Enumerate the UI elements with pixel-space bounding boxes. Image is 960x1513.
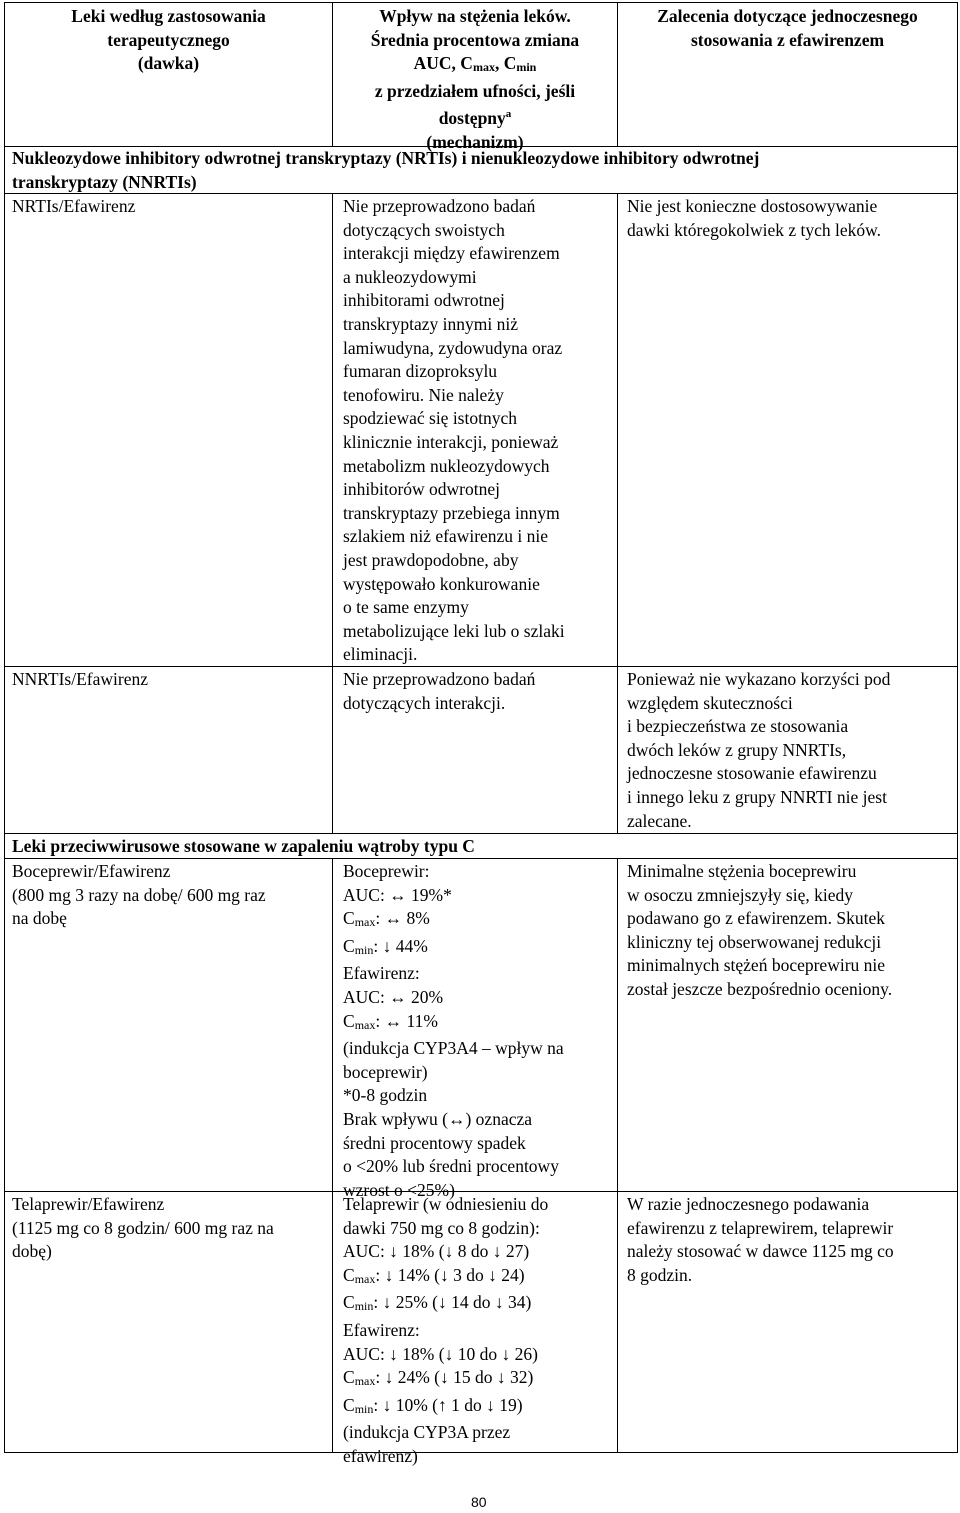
cell-line: występowało konkurowanie bbox=[343, 573, 540, 594]
effect-nnrtis bbox=[343, 668, 535, 715]
cell-line: Cmin: ↓ 44% bbox=[343, 935, 428, 957]
cell-line: Nie przeprowadzono badań bbox=[343, 669, 536, 689]
col-divider-1 bbox=[332, 858, 333, 1453]
col-divider-2 bbox=[617, 193, 618, 834]
header-recommendations: Zalecenia dotyczące jednoczesnego stosowania z efawirenzem bbox=[657, 6, 918, 50]
cell-line: Efawirenz: bbox=[343, 963, 420, 984]
cell-line: dotyczących interakcji. bbox=[343, 692, 506, 713]
cell-line: fumaran dizoproksylu bbox=[343, 361, 498, 382]
effect-telaprevir bbox=[343, 1193, 548, 1469]
cell-line: jednoczesne stosowanie efawirenzu bbox=[627, 763, 877, 784]
cell-line: i bezpieczeństwa ze stosowania bbox=[627, 716, 849, 737]
cell-line: Cmax: ↔ 11% bbox=[343, 1010, 438, 1032]
cell-line: (800 mg 3 razy na dobę/ 600 mg raz bbox=[12, 884, 266, 905]
header-therapeutic-class: Leki według zastosowania terapeutycznego (dawka) bbox=[71, 6, 266, 74]
cell-line: wzrost o <25%) bbox=[343, 1179, 455, 1200]
table-right-border bbox=[957, 2, 958, 1453]
cell-line: klinicznie interakcji, ponieważ bbox=[343, 431, 559, 452]
cell-line: w osoczu zmniejszyły się, kiedy bbox=[627, 884, 853, 905]
recommendation-nnrtis bbox=[627, 668, 890, 833]
cell-line: został jeszcze bezpośrednio oceniony. bbox=[627, 978, 893, 999]
cell-line: szlakiem niż efawirenzu i nie bbox=[343, 526, 549, 547]
cell-line: o <20% lub średni procentowy bbox=[343, 1156, 559, 1177]
cell-line: Minimalne stężenia boceprewiru bbox=[627, 861, 857, 881]
cell-line: dawki któregokolwiek z tych leków. bbox=[627, 219, 882, 240]
cell-line: AUC: ↓ 18% (↓ 8 do ↓ 27) bbox=[343, 1241, 530, 1262]
cell-line: Brak wpływu (↔) oznacza bbox=[343, 1108, 533, 1129]
cell-line: Cmax: ↓ 24% (↓ 15 do ↓ 32) bbox=[343, 1367, 534, 1389]
cell-line: metabolizm nukleozydowych bbox=[343, 455, 550, 476]
effect-nrtis bbox=[343, 195, 565, 667]
cell-line: Cmin: ↓ 25% (↓ 14 do ↓ 34) bbox=[343, 1292, 532, 1314]
cell-line: minimalnych stężeń boceprewiru nie bbox=[627, 955, 886, 976]
cell-line: boceprewir) bbox=[343, 1061, 428, 1082]
cell-line: tenofowiru. Nie należy bbox=[343, 384, 504, 405]
recommendation-boceprevir bbox=[627, 860, 892, 1002]
cell-line: Boceprewir/Efawirenz bbox=[12, 861, 171, 881]
cell-line: inhibitorami odwrotnej bbox=[343, 290, 505, 311]
cell-line: efawirenzu z telaprewirem, telaprewir bbox=[627, 1217, 894, 1238]
drug-nnrtis: NNRTIs/Efawirenz bbox=[12, 669, 148, 689]
recommendation-telaprevir bbox=[627, 1193, 894, 1287]
cell-line: i innego leku z grupy NNRTI nie jest bbox=[627, 786, 887, 807]
cell-line: transkryptazy innymi niż bbox=[343, 313, 518, 334]
page-number: 80 bbox=[471, 1494, 487, 1510]
cell-line: (indukcja CYP3A4 – wpływ na bbox=[343, 1038, 564, 1059]
cell-line: 8 godzin. bbox=[627, 1264, 693, 1285]
cell-line: podawano go z efawirenzem. Skutek bbox=[627, 908, 886, 929]
cell-line: na dobę bbox=[12, 908, 67, 929]
cell-line: Nie jest konieczne dostosowywanie bbox=[627, 196, 878, 216]
cell-line: kliniczny tej obserwowanej redukcji bbox=[627, 931, 882, 952]
cell-line: eliminacji. bbox=[343, 644, 418, 665]
cell-line: efawirenz) bbox=[343, 1445, 418, 1466]
drug-boceprevir bbox=[12, 860, 266, 931]
cell-line: a nukleozydowymi bbox=[343, 266, 477, 287]
cell-line: średni procentowy spadek bbox=[343, 1132, 526, 1153]
cell-line: Telaprewir (w odniesieniu do bbox=[343, 1194, 549, 1214]
cell-line: transkryptazy przebiega innym bbox=[343, 502, 560, 523]
table-left-border bbox=[4, 2, 5, 1453]
cell-line: Cmin: ↓ 10% (↑ 1 do ↓ 19) bbox=[343, 1394, 523, 1416]
cell-line: interakcji między efawirenzem bbox=[343, 243, 560, 264]
section-title-nrtis-nnrtis: Nukleozydowe inhibitory odwrotnej transkryptazy (NRTIs) i nienukleozydowe inhibitory odwrotnej transkryptazy (NNRTIs) bbox=[12, 148, 760, 192]
cell-line: AUC: ↔ 19%* bbox=[343, 884, 452, 905]
cell-line: AUC: ↔ 20% bbox=[343, 986, 444, 1007]
cell-line: inhibitorów odwrotnej bbox=[343, 479, 500, 500]
cell-line: względem skuteczności bbox=[627, 692, 793, 713]
cell-line: AUC: ↓ 18% (↓ 10 do ↓ 26) bbox=[343, 1343, 538, 1364]
cell-line: spodziewać się istotnych bbox=[343, 408, 517, 429]
cell-line: dwóch leków z grupy NNRTIs, bbox=[627, 739, 847, 760]
cell-line: Telaprewir/Efawirenz bbox=[12, 1194, 165, 1214]
col-divider-2 bbox=[617, 858, 618, 1453]
section-title-hcv-antivirals: Leki przeciwwirusowe stosowane w zapaleniu wątroby typu C bbox=[12, 836, 475, 856]
cell-line: jest prawdopodobne, aby bbox=[343, 549, 519, 570]
table-top-border bbox=[4, 2, 958, 3]
drug-telaprevir bbox=[12, 1193, 274, 1264]
cell-line: (indukcja CYP3A przez bbox=[343, 1422, 511, 1443]
cell-line: W razie jednoczesnego podawania bbox=[627, 1194, 870, 1214]
cell-line: Ponieważ nie wykazano korzyści pod bbox=[627, 669, 891, 689]
recommendation-nrtis bbox=[627, 195, 881, 242]
effect-boceprevir bbox=[343, 860, 564, 1202]
cell-line: Cmax: ↓ 14% (↓ 3 do ↓ 24) bbox=[343, 1264, 525, 1286]
cell-line: (1125 mg co 8 godzin/ 600 mg raz na bbox=[12, 1217, 274, 1238]
cell-line: Boceprewir: bbox=[343, 861, 430, 881]
cell-line: Efawirenz: bbox=[343, 1319, 420, 1340]
header-effect-on-levels: Wpływ na stężenia leków. Średnia procentowa zmiana AUC, Cmax, Cmin z przedziałem ufności, jeśli dostępny$^a$ (mechanizm) bbox=[370, 6, 580, 152]
cell-line: metabolizujące leki lub o szlaki bbox=[343, 620, 565, 641]
cell-line: Nie przeprowadzono badań bbox=[343, 196, 536, 216]
cell-line: dobę) bbox=[12, 1241, 52, 1262]
cell-line: *0-8 godzin bbox=[343, 1085, 428, 1106]
cell-line: dawki 750 mg co 8 godzin): bbox=[343, 1217, 540, 1238]
cell-line: Cmax: ↔ 8% bbox=[343, 908, 430, 930]
cell-line: zalecane. bbox=[627, 810, 692, 831]
col-divider-1 bbox=[332, 193, 333, 834]
cell-line: lamiwudyna, zydowudyna oraz bbox=[343, 337, 563, 358]
drug-nrtis: NRTIs/Efawirenz bbox=[12, 196, 136, 216]
cell-line: należy stosować w dawce 1125 mg co bbox=[627, 1241, 894, 1262]
cell-line: dotyczących swoistych bbox=[343, 219, 505, 240]
cell-line: o te same enzymy bbox=[343, 597, 469, 618]
